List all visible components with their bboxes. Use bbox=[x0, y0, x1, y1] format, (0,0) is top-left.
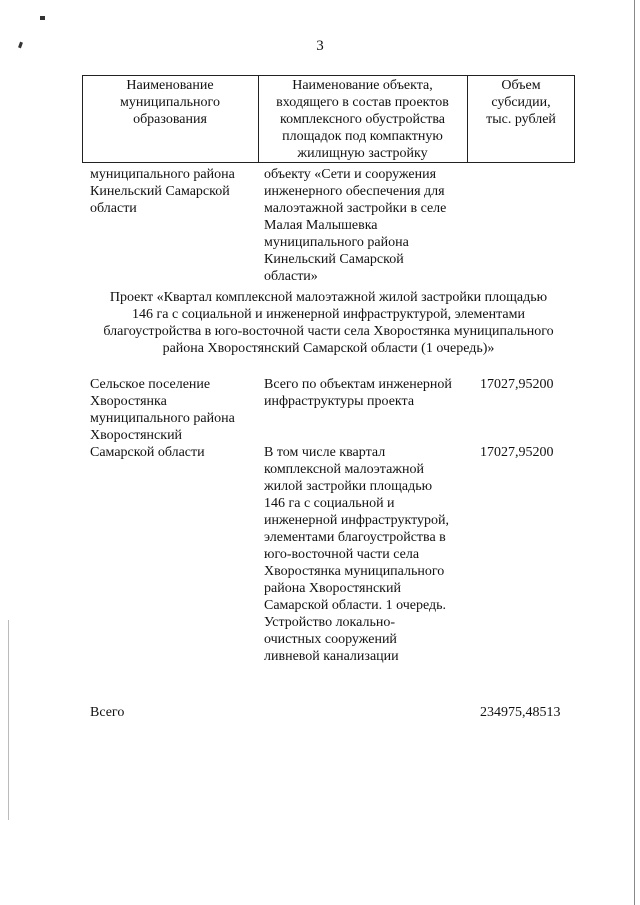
total-row-municipality: Сельское поселение Хворостянка муниципального района Хворостянский bbox=[90, 377, 235, 443]
table-right-border bbox=[574, 75, 575, 163]
scan-speck bbox=[40, 16, 45, 20]
scan-speck bbox=[18, 42, 23, 49]
continued-row-object: объекту «Сети и сооружения инженерного обеспечения для малоэтажной застройки в селе Малая Малышевка муниципального района Кинельский Самарской области» bbox=[264, 167, 447, 284]
grand-total-amount: 234975,48513 bbox=[480, 705, 561, 720]
including-row-amount: 17027,95200 bbox=[480, 445, 554, 460]
header-subsidy: Объем субсидии, тыс. рублей bbox=[486, 78, 556, 127]
scan-edge-line bbox=[634, 0, 635, 905]
including-row-municipality: Самарской области bbox=[90, 445, 205, 460]
grand-total-label: Всего bbox=[90, 705, 125, 720]
header-object: Наименование объекта, входящего в состав проектов комплексного обустройства площадок под компактную жилищную застройку bbox=[276, 78, 449, 161]
table-top-border bbox=[82, 75, 575, 76]
table-column-divider bbox=[258, 75, 259, 163]
scan-edge-line bbox=[8, 620, 9, 820]
total-row-amount: 17027,95200 bbox=[480, 377, 554, 392]
including-row-object: В том числе квартал комплексной малоэтажной жилой застройки площадью 146 га с социальной и инженерной инфраструктурой, элементами благоустройства в юго-восточной части села Хворостянка муниципального района Хворостянский Самарской области. 1 очередь. Устройство локально- очистных сооружений ливневой канализации bbox=[264, 445, 450, 664]
header-municipality: Наименование муниципального образования bbox=[120, 78, 220, 127]
table-column-divider bbox=[467, 75, 468, 163]
table-left-border bbox=[82, 75, 83, 163]
project-heading: Проект «Квартал комплексной малоэтажной жилой застройки площадью 146 га с социальной и инженерной инфраструктурой, элементами благоустройства в юго-восточной части села Хворостянка муниципального района Хворостянский Самарской области (1 очередь)» bbox=[103, 290, 554, 356]
total-row-object: Всего по объектам инженерной инфраструктуры проекта bbox=[264, 377, 452, 409]
page-number: 3 bbox=[316, 38, 324, 54]
continued-row-municipality: муниципального района Кинельский Самарской области bbox=[90, 167, 235, 216]
table-header-bottom-border bbox=[82, 162, 575, 163]
